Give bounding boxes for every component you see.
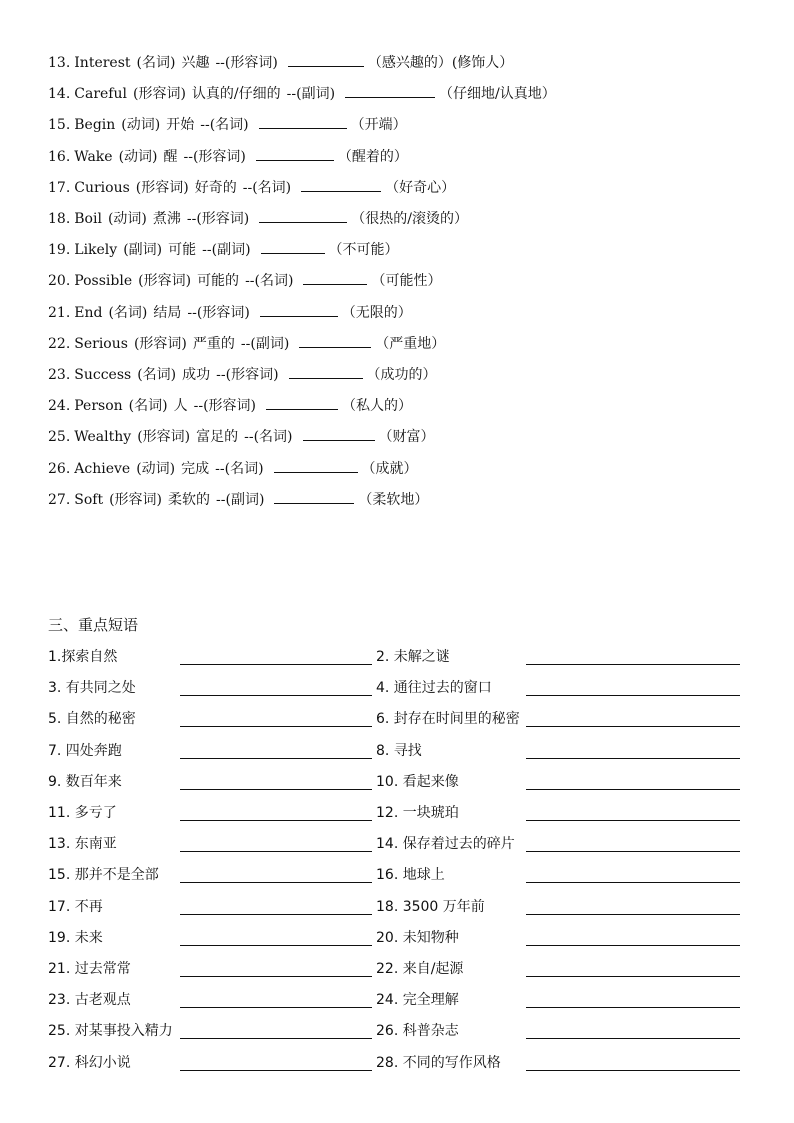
- answer-blank[interactable]: [259, 208, 347, 223]
- hint-text: （柔软地）: [358, 491, 429, 508]
- english-word: Curious: [74, 179, 130, 196]
- phrase-right: [376, 989, 742, 1011]
- phrase-label: 25. 对某事投入精力: [48, 1023, 173, 1040]
- answer-blank[interactable]: [303, 426, 375, 441]
- part-of-speech: (形容词): [109, 491, 163, 508]
- target-part-of-speech: --(名词): [200, 117, 249, 134]
- part-of-speech: (形容词): [137, 429, 191, 446]
- phrase-right: [376, 927, 742, 949]
- answer-line[interactable]: [526, 726, 740, 727]
- word-item: [48, 114, 407, 136]
- phrase-left: [48, 958, 374, 980]
- chinese-meaning: 成功: [182, 367, 211, 383]
- english-word: End: [74, 304, 103, 321]
- english-word: Person: [74, 398, 123, 415]
- phrase-left: [48, 708, 374, 730]
- english-word: Serious: [74, 335, 128, 352]
- answer-line[interactable]: [180, 976, 372, 977]
- item-number: 19.: [48, 242, 71, 259]
- answer-line[interactable]: [180, 758, 372, 759]
- phrase-right: [376, 833, 742, 855]
- chinese-meaning: 好奇的: [194, 179, 237, 196]
- english-word: Boil: [74, 211, 102, 227]
- item-number: 18.: [48, 211, 71, 227]
- phrase-label: 18. 3500 万年前: [376, 898, 485, 915]
- answer-line[interactable]: [180, 851, 372, 852]
- phrase-right: [376, 1020, 742, 1042]
- answer-line[interactable]: [180, 1070, 372, 1071]
- word-item: [48, 426, 435, 448]
- phrase-label: 7. 四处奔跑: [48, 742, 122, 759]
- word-item: [48, 177, 455, 199]
- item-number: 13.: [48, 55, 71, 71]
- answer-blank[interactable]: [259, 114, 347, 129]
- phrase-label: 22. 来自/起源: [376, 961, 464, 977]
- answer-line[interactable]: [180, 664, 372, 665]
- phrase-label: 24. 完全理解: [376, 992, 459, 1009]
- phrase-right: [376, 771, 742, 793]
- item-number: 21.: [48, 304, 71, 321]
- english-word: Wealthy: [74, 429, 132, 446]
- item-number: 22.: [48, 335, 71, 352]
- chinese-meaning: 严重的: [192, 335, 235, 352]
- answer-line[interactable]: [180, 882, 372, 883]
- answer-line[interactable]: [526, 882, 740, 883]
- phrase-label: 3. 有共同之处: [48, 680, 136, 697]
- part-of-speech: (副词): [123, 242, 163, 259]
- target-part-of-speech: --(形容词): [193, 398, 256, 415]
- part-of-speech: (形容词): [133, 335, 187, 352]
- answer-line[interactable]: [180, 726, 372, 727]
- target-part-of-speech: --(形容词): [187, 304, 250, 321]
- phrase-right: [376, 677, 742, 699]
- word-item: [48, 395, 412, 417]
- answer-line[interactable]: [526, 851, 740, 852]
- word-item: [48, 333, 445, 355]
- phrase-label: 15. 那并不是全部: [48, 867, 159, 884]
- target-part-of-speech: --(形容词): [186, 211, 250, 227]
- answer-line[interactable]: [526, 1070, 740, 1071]
- word-item: [48, 489, 428, 511]
- answer-line[interactable]: [180, 945, 372, 946]
- part-of-speech: (动词): [136, 460, 176, 477]
- part-of-speech: (形容词): [135, 179, 189, 196]
- answer-blank[interactable]: [288, 52, 364, 67]
- answer-blank[interactable]: [289, 364, 363, 379]
- chinese-meaning: 完成: [181, 460, 210, 477]
- hint-text: （仔细地/认真地）: [439, 86, 556, 103]
- phrase-right: [376, 958, 742, 980]
- phrase-label: 10. 看起来像: [376, 773, 459, 790]
- part-of-speech: (形容词): [132, 86, 186, 103]
- target-part-of-speech: --(形容词): [183, 148, 246, 165]
- english-word: Interest: [74, 55, 131, 71]
- hint-text: （醒着的）: [337, 148, 408, 165]
- english-word: Wake: [74, 148, 113, 165]
- phrase-right: [376, 740, 742, 762]
- answer-line[interactable]: [526, 976, 740, 977]
- target-part-of-speech: --(名词): [244, 429, 293, 446]
- phrase-left: [48, 989, 374, 1011]
- answer-blank[interactable]: [274, 489, 354, 504]
- hint-text: （感兴趣的）(修饰人）: [367, 55, 514, 71]
- hint-text: （严重地）: [375, 335, 446, 352]
- answer-blank[interactable]: [301, 177, 381, 192]
- phrase-label: 2. 未解之谜: [376, 649, 450, 665]
- chinese-meaning: 开始: [166, 117, 195, 134]
- word-item: [48, 83, 556, 105]
- chinese-meaning: 兴趣: [181, 55, 210, 71]
- target-part-of-speech: --(副词): [240, 335, 290, 352]
- answer-blank[interactable]: [256, 146, 334, 161]
- part-of-speech: (名词): [128, 398, 168, 415]
- phrase-label: 16. 地球上: [376, 867, 445, 884]
- chinese-meaning: 结局: [153, 304, 182, 321]
- english-word: Soft: [74, 491, 104, 508]
- phrase-label: 5. 自然的秘密: [48, 711, 136, 728]
- target-part-of-speech: --(名词): [215, 460, 264, 477]
- item-number: 26.: [48, 460, 71, 477]
- phrase-label: 20. 未知物种: [376, 929, 459, 946]
- part-of-speech: (动词): [118, 148, 158, 165]
- section-heading: 三、重点短语: [48, 616, 139, 634]
- phrase-label: 11. 多亏了: [48, 805, 117, 821]
- phrase-label: 21. 过去常常: [48, 961, 131, 977]
- hint-text: （开端）: [350, 117, 407, 134]
- item-number: 16.: [48, 148, 71, 165]
- answer-blank[interactable]: [345, 83, 435, 98]
- phrase-label: 9. 数百年来: [48, 773, 122, 790]
- hint-text: （不可能）: [328, 242, 399, 259]
- answer-line[interactable]: [526, 1007, 740, 1008]
- word-item: [48, 364, 437, 386]
- phrase-label: 13. 东南亚: [48, 836, 117, 853]
- answer-line[interactable]: [526, 789, 740, 790]
- word-item: [48, 302, 412, 324]
- answer-line[interactable]: [526, 820, 740, 821]
- answer-line[interactable]: [180, 1007, 372, 1008]
- phrase-label: 17. 不再: [48, 898, 103, 915]
- answer-line[interactable]: [180, 820, 372, 821]
- english-word: Begin: [74, 117, 116, 134]
- item-number: 23.: [48, 367, 71, 383]
- phrase-left: [48, 864, 374, 886]
- english-word: Possible: [74, 273, 133, 290]
- target-part-of-speech: --(形容词): [215, 55, 278, 71]
- phrase-label: 27. 科幻小说: [48, 1054, 131, 1071]
- phrase-left: [48, 1052, 374, 1074]
- word-item: [48, 208, 468, 230]
- part-of-speech: (名词): [136, 55, 176, 71]
- phrase-left: [48, 646, 374, 668]
- chinese-meaning: 醒: [163, 148, 178, 165]
- item-number: 27.: [48, 491, 71, 508]
- phrase-label: 1.探索自然: [48, 649, 118, 665]
- english-word: Success: [74, 367, 132, 383]
- phrase-right: [376, 708, 742, 730]
- word-item: [48, 458, 418, 480]
- phrase-left: [48, 740, 374, 762]
- word-item: [48, 146, 408, 168]
- phrase-label: 4. 通往过去的窗口: [376, 680, 492, 697]
- item-number: 25.: [48, 429, 71, 446]
- chinese-meaning: 煮沸: [152, 211, 181, 227]
- phrase-label: 28. 不同的写作风格: [376, 1054, 501, 1071]
- chinese-meaning: 人: [173, 398, 188, 415]
- hint-text: （无限的）: [341, 304, 412, 321]
- phrase-label: 12. 一块琥珀: [376, 805, 459, 821]
- word-item: [48, 239, 399, 261]
- target-part-of-speech: --(形容词): [216, 367, 279, 383]
- phrase-left: [48, 802, 374, 824]
- answer-line[interactable]: [526, 758, 740, 759]
- part-of-speech: (名词): [108, 304, 148, 321]
- target-part-of-speech: --(副词): [216, 491, 265, 508]
- target-part-of-speech: --(名词): [242, 179, 292, 196]
- english-word: Achieve: [74, 460, 131, 477]
- phrase-left: [48, 1020, 374, 1042]
- phrase-left: [48, 927, 374, 949]
- phrase-right: [376, 896, 742, 918]
- english-word: Likely: [74, 242, 118, 259]
- part-of-speech: (名词): [137, 367, 177, 383]
- part-of-speech: (形容词): [138, 273, 192, 290]
- answer-blank[interactable]: [303, 270, 367, 285]
- chinese-meaning: 可能的: [197, 273, 240, 290]
- chinese-meaning: 富足的: [196, 429, 239, 446]
- item-number: 20.: [48, 273, 71, 290]
- hint-text: （成就）: [361, 460, 418, 477]
- target-part-of-speech: --(副词): [202, 242, 251, 259]
- phrase-right: [376, 864, 742, 886]
- answer-line[interactable]: [526, 664, 740, 665]
- phrase-label: 19. 未来: [48, 929, 103, 946]
- item-number: 15.: [48, 117, 71, 134]
- part-of-speech: (动词): [107, 211, 147, 227]
- answer-line[interactable]: [180, 914, 372, 915]
- word-item: [48, 52, 513, 74]
- phrase-label: 14. 保存着过去的碎片: [376, 836, 515, 853]
- item-number: 14.: [48, 86, 71, 103]
- phrase-label: 23. 古老观点: [48, 992, 131, 1009]
- hint-text: （很热的/滚烫的）: [351, 211, 468, 227]
- phrase-right: [376, 802, 742, 824]
- chinese-meaning: 可能: [168, 242, 197, 259]
- phrase-left: [48, 771, 374, 793]
- phrase-label: 6. 封存在时间里的秘密: [376, 711, 520, 728]
- word-item: [48, 270, 441, 292]
- answer-line[interactable]: [526, 914, 740, 915]
- phrase-left: [48, 833, 374, 855]
- phrase-left: [48, 896, 374, 918]
- chinese-meaning: 柔软的: [168, 491, 211, 508]
- hint-text: （成功的）: [366, 367, 437, 383]
- item-number: 17.: [48, 179, 71, 196]
- answer-blank[interactable]: [261, 239, 325, 254]
- chinese-meaning: 认真的/仔细的: [191, 86, 281, 103]
- answer-line[interactable]: [526, 1038, 740, 1039]
- hint-text: （好奇心）: [385, 179, 456, 196]
- target-part-of-speech: --(副词): [286, 86, 336, 103]
- english-word: Careful: [74, 86, 127, 103]
- phrase-label: 26. 科普杂志: [376, 1023, 459, 1040]
- answer-line[interactable]: [526, 695, 740, 696]
- target-part-of-speech: --(名词): [245, 273, 294, 290]
- phrase-right: [376, 1052, 742, 1074]
- part-of-speech: (动词): [121, 117, 161, 134]
- answer-blank[interactable]: [274, 458, 358, 473]
- hint-text: （可能性）: [371, 273, 442, 290]
- phrase-left: [48, 677, 374, 699]
- answer-line[interactable]: [180, 695, 372, 696]
- answer-blank[interactable]: [266, 395, 338, 410]
- answer-blank[interactable]: [260, 302, 338, 317]
- hint-text: （私人的）: [342, 398, 412, 415]
- answer-line[interactable]: [180, 1038, 372, 1039]
- answer-line[interactable]: [180, 789, 372, 790]
- item-number: 24.: [48, 398, 71, 415]
- answer-line[interactable]: [526, 945, 740, 946]
- hint-text: （财富）: [378, 429, 435, 446]
- phrase-right: [376, 646, 742, 668]
- answer-blank[interactable]: [299, 333, 371, 348]
- phrase-label: 8. 寻找: [376, 742, 422, 759]
